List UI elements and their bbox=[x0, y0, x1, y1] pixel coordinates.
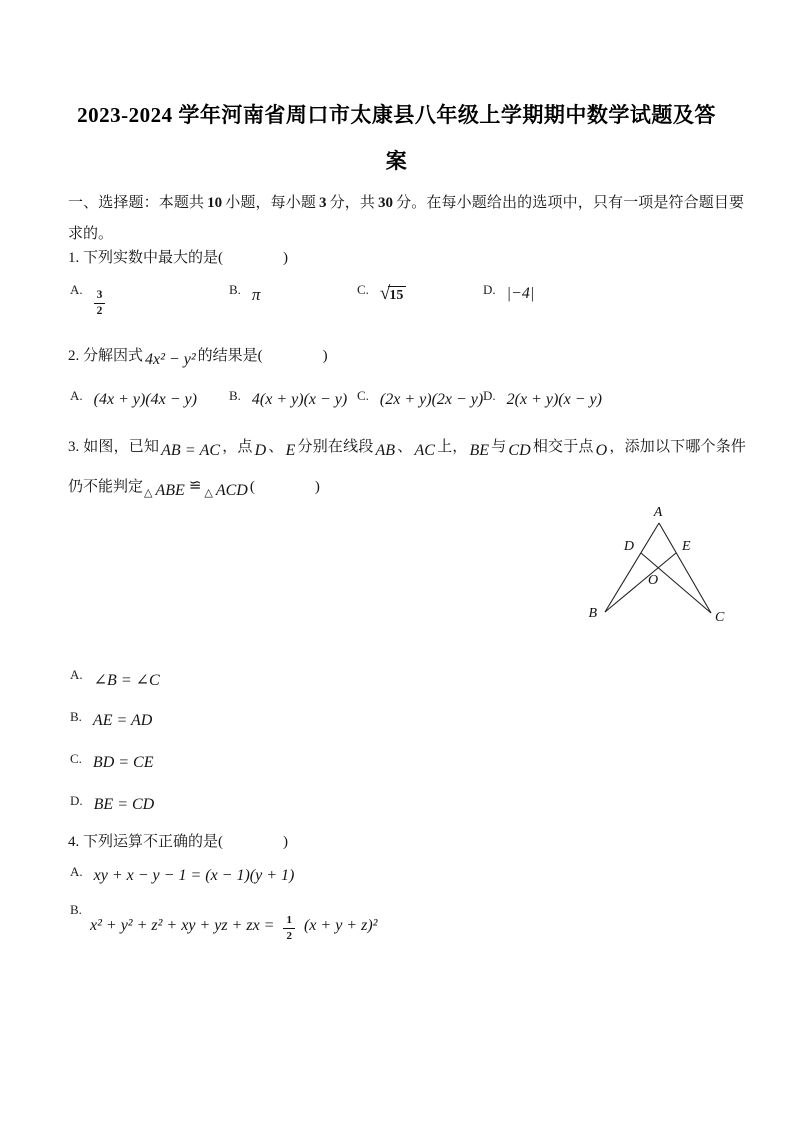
stem-math: ABE bbox=[155, 482, 185, 499]
question-3-option-d bbox=[70, 792, 155, 813]
option-c-label: C. bbox=[357, 282, 369, 297]
exam-title-line1: 2023-2024 学年河南省周口市太康县八年级上学期期中数学试题及答 bbox=[77, 103, 716, 127]
question-1-stem: 1. 下列实数中最大的是( ) bbox=[68, 250, 288, 266]
fraction-denominator: 2 bbox=[96, 305, 103, 318]
radicand: 15 bbox=[388, 286, 406, 303]
stem-text: ，点 bbox=[222, 439, 253, 455]
question-1-option-d bbox=[483, 281, 535, 302]
congruent-symbol: ≌ bbox=[188, 478, 202, 494]
intro-text: 分，共 bbox=[329, 195, 376, 211]
vertex-label-b: B bbox=[588, 606, 597, 621]
square-root-expression bbox=[380, 284, 406, 303]
option-d-label: D. bbox=[483, 282, 496, 297]
section-intro bbox=[68, 188, 744, 250]
triangle-symbol: △ bbox=[204, 487, 213, 499]
stem-math: O bbox=[595, 442, 608, 459]
exam-title-line2: 案 bbox=[385, 149, 408, 173]
option-b-label: B. bbox=[70, 902, 82, 917]
stem-math: ACD bbox=[215, 482, 248, 499]
option-b-value: π bbox=[251, 285, 261, 304]
point-label-o: O bbox=[647, 573, 659, 588]
stem-math-expression: 4x² − y² bbox=[145, 351, 196, 368]
stem-text: 分别在线段 bbox=[297, 439, 374, 455]
stem-math: BE bbox=[469, 442, 490, 459]
stem-text: ，添加以下哪个条件仍不能判定 bbox=[68, 439, 746, 495]
segment-be bbox=[605, 553, 676, 612]
fraction-numerator: 3 bbox=[94, 289, 106, 304]
intro-text: 小题，每小题 bbox=[225, 195, 317, 211]
stem-math: E bbox=[285, 442, 296, 459]
option-d-label: D. bbox=[70, 793, 83, 808]
segment-ab bbox=[605, 523, 659, 612]
question-2-stem bbox=[68, 344, 328, 368]
question-4-option-b-label-row bbox=[70, 901, 82, 918]
option-a-value: (4x + y)(4x − y) bbox=[93, 391, 197, 408]
question-2-option-a bbox=[70, 387, 197, 408]
point-label-d: D bbox=[623, 539, 634, 554]
option-a-label: A. bbox=[70, 667, 83, 682]
option-b-label: B. bbox=[70, 709, 82, 724]
option-c-value: BD = CE bbox=[92, 754, 154, 771]
fraction-numerator: 1 bbox=[283, 914, 295, 929]
vertex-label-a: A bbox=[653, 505, 663, 520]
formula-left: x² + y² + z² + xy + yz + zx = bbox=[90, 917, 275, 935]
option-a-value: xy + x − y − 1 = (x − 1)(y + 1) bbox=[93, 867, 295, 884]
option-a-label: A. bbox=[70, 282, 83, 297]
option-a-value: ∠B = ∠C bbox=[93, 672, 160, 689]
triangle-symbol: △ bbox=[144, 487, 153, 499]
question-1-option-a bbox=[70, 281, 105, 318]
intro-points-each: 3 bbox=[319, 195, 327, 211]
intro-points-total: 30 bbox=[378, 195, 394, 211]
question-2-option-b bbox=[229, 387, 348, 408]
option-c-label: C. bbox=[357, 388, 369, 403]
option-c-value: (2x + y)(2x − y) bbox=[379, 391, 484, 408]
option-d-label: D. bbox=[483, 388, 496, 403]
intro-text: 一、选择题：本题共 bbox=[68, 195, 205, 211]
question-2-option-d bbox=[483, 387, 602, 408]
question-4-option-b-formula bbox=[90, 912, 377, 940]
stem-text: 与 bbox=[491, 439, 507, 455]
option-b-label: B. bbox=[229, 282, 241, 297]
segment-ac bbox=[659, 523, 711, 613]
option-b-label: B. bbox=[229, 388, 241, 403]
question-1-option-b bbox=[229, 281, 261, 304]
stem-math: AB = AC bbox=[161, 442, 221, 459]
option-b-value: AE = AD bbox=[92, 712, 153, 729]
fraction-three-halves bbox=[94, 289, 106, 318]
option-a-label: A. bbox=[70, 864, 83, 879]
stem-math: D bbox=[254, 442, 267, 459]
stem-text: 、 bbox=[268, 439, 284, 455]
question-3-stem bbox=[68, 427, 746, 508]
intro-text: 分。在每小题给出的选项中，只有一项是符合题目要求的。 bbox=[68, 195, 744, 242]
fraction-one-half bbox=[283, 914, 295, 942]
radical-sign: √ bbox=[379, 283, 391, 304]
option-c-label: C. bbox=[70, 751, 82, 766]
stem-math: AC bbox=[414, 442, 435, 459]
stem-text: 相交于点 bbox=[532, 439, 594, 455]
stem-text: 3. 如图，已知 bbox=[68, 439, 160, 455]
stem-math: AB bbox=[375, 442, 396, 459]
option-d-value: BE = CD bbox=[93, 796, 155, 813]
option-b-value: 4(x + y)(x − y) bbox=[251, 391, 348, 408]
question-3-option-c bbox=[70, 750, 154, 771]
intro-count-questions: 10 bbox=[207, 195, 223, 211]
vertex-label-c: C bbox=[715, 610, 725, 625]
triangle-figure bbox=[583, 503, 738, 633]
question-2-option-c bbox=[357, 387, 484, 408]
stem-math: CD bbox=[508, 442, 531, 459]
question-4-option-a bbox=[70, 863, 295, 884]
question-1-option-c bbox=[357, 281, 406, 304]
stem-text: ( ) bbox=[249, 479, 320, 495]
point-label-e: E bbox=[682, 539, 691, 554]
fraction-denominator: 2 bbox=[286, 929, 292, 942]
question-3-option-b bbox=[70, 708, 153, 729]
question-3-option-a bbox=[70, 666, 160, 689]
stem-text: 2. 分解因式 bbox=[68, 348, 144, 364]
option-a-label: A. bbox=[70, 388, 83, 403]
question-4-stem: 4. 下列运算不正确的是( ) bbox=[68, 834, 288, 850]
formula-right: (x + y + z)² bbox=[303, 917, 378, 935]
stem-text: 、 bbox=[397, 439, 413, 455]
option-d-value: |−4| bbox=[506, 285, 535, 302]
stem-text: 的结果是( ) bbox=[197, 348, 328, 364]
option-d-value: 2(x + y)(x − y) bbox=[506, 391, 602, 408]
stem-text: 上， bbox=[436, 439, 468, 455]
